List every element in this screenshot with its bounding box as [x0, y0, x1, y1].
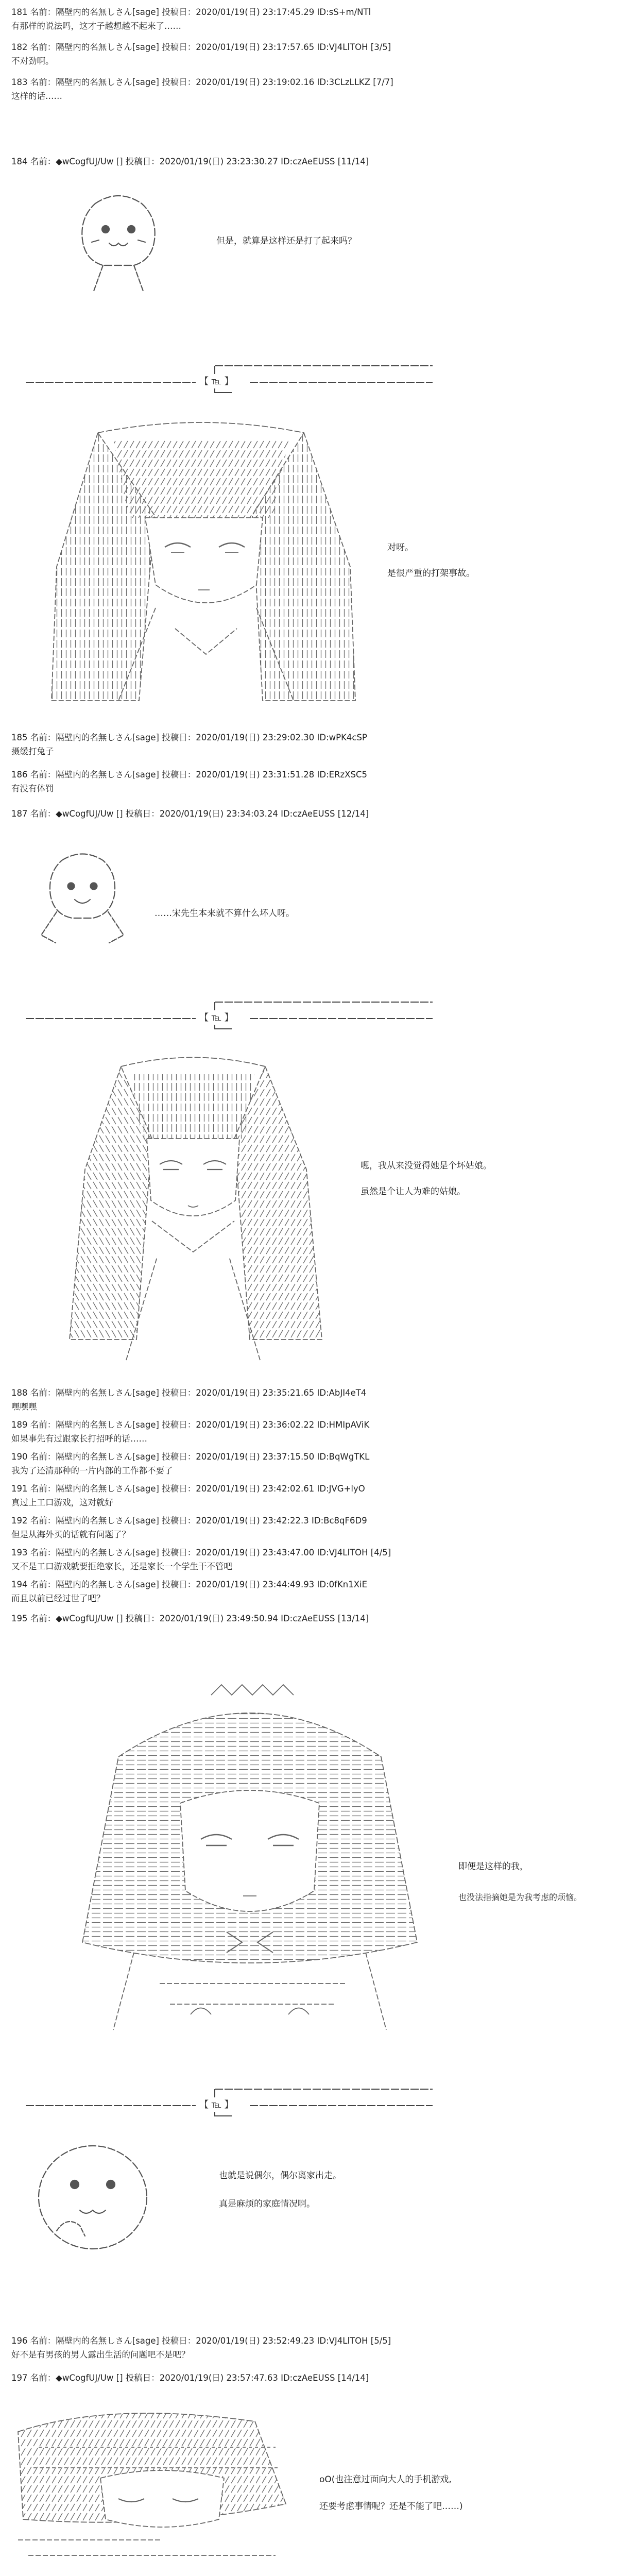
- post-header: 189 名前：隔壁内的名無しさん[sage] 投稿日：2020/01/19(日) 23:36:02.22 ID:HMIpAViK: [11, 1420, 370, 1430]
- dialogue-line: 还要考虑事情呢？还是不能了吧……): [319, 2501, 463, 2512]
- hair-top: [121, 1058, 265, 1067]
- post-header: 182 名前：隔壁内的名無しさん[sage] 投稿日：2020/01/19(日) 23:17:57.65 ID:VJ4LlTOH [3/5]: [11, 42, 391, 52]
- hand: [57, 2222, 85, 2236]
- arms: [18, 2540, 276, 2555]
- post-192: [11, 1514, 604, 1541]
- eye-right: [128, 226, 135, 233]
- post-header: 188 名前：隔壁内的名無しさん[sage] 投稿日：2020/01/19(日) 23:35:21.65 ID:AbJI4eT4: [11, 1388, 367, 1398]
- face-art-2-drawing: [26, 845, 139, 953]
- post-184: [11, 155, 604, 168]
- post-header: 187 名前：◆wCogfUJ/Uw [] 投稿日：2020/01/19(日) 23:34:03.24 ID:czAeEUSS [12/14]: [11, 809, 369, 819]
- separator-bottom-line: [215, 1025, 232, 1029]
- post-header: 191 名前：隔壁内的名無しさん[sage] 投稿日：2020/01/19(日) 23:42:02.61 ID:JVG+lyO: [11, 1484, 365, 1494]
- mouth: [75, 900, 90, 903]
- hair-top: [98, 422, 304, 433]
- post-header: 196 名前：隔壁内的名無しさん[sage] 投稿日：2020/01/19(日) 23:52:49.23 ID:VJ4LlTOH [5/5]: [11, 2336, 391, 2346]
- post-header: 184 名前：◆wCogfUJ/Uw [] 投稿日：2020/01/19(日) 23:23:30.27 ID:czAeEUSS [11/14]: [11, 157, 369, 166]
- post-193: [11, 1546, 604, 1573]
- post-body: 而且以前已经过世了吧？: [11, 1594, 105, 1603]
- separator-top-line: [215, 1002, 433, 1012]
- girl-art-1: [36, 412, 366, 721]
- hair-bangs: [113, 440, 288, 518]
- girl-art-1-drawing: [36, 412, 366, 721]
- mouth: [109, 243, 128, 246]
- post-190: [11, 1450, 604, 1478]
- post-body: 又不是工口游戏就要拒绝家长，还是家长一个学生干不管吧: [11, 1562, 232, 1571]
- post-header: 197 名前：◆wCogfUJ/Uw [] 投稿日：2020/01/19(日) 23:57:47.63 ID:czAeEUSS [14/14]: [11, 2373, 369, 2383]
- separator-label: 【 ℡ 】: [197, 375, 236, 388]
- dialogue-line: 对呀。: [387, 543, 414, 553]
- face-outline: [50, 854, 115, 919]
- post-body: 但是从海外买的话就有问题了？: [11, 1530, 130, 1539]
- girl-art-2-drawing: [49, 1051, 337, 1370]
- post-body: 摄缓打兔子: [11, 747, 54, 756]
- post-body: 这样的话……: [11, 91, 62, 101]
- girl-art-2: [49, 1051, 337, 1370]
- dialogue-line: 但是，就算是这样还是打了起来吗？: [216, 236, 356, 246]
- dialogue-line: 是很严重的打架事故。: [387, 568, 475, 579]
- post-body: 真过上工口游戏，这对就好: [11, 1498, 113, 1507]
- post-195: [11, 1612, 604, 1625]
- post-body: 我为了还清那种的一片内部的工作都不要了: [11, 1466, 173, 1476]
- post-header: 195 名前：◆wCogfUJ/Uw [] 投稿日：2020/01/19(日) 23:49:50.94 ID:czAeEUSS [13/14]: [11, 1614, 369, 1623]
- girl-art-4-drawing: [8, 2401, 296, 2571]
- post-191: [11, 1482, 604, 1510]
- separator-top-line: [215, 2089, 433, 2099]
- face-art-1: [62, 185, 175, 299]
- eye-left: [68, 883, 75, 890]
- dialogue-line: 也没法指摘她是为我考虑的烦恼。: [458, 1892, 582, 1902]
- post-header: 181 名前：隔壁内的名無しさん[sage] 投稿日：2020/01/19(日) 23:17:45.29 ID:sS+m/NTl: [11, 7, 371, 17]
- post-188: [11, 1386, 604, 1414]
- post-header: 193 名前：隔壁内的名無しさん[sage] 投稿日：2020/01/19(日) 23:43:47.00 ID:VJ4LlTOH [4/5]: [11, 1548, 391, 1557]
- post-187: [11, 807, 604, 821]
- post-185: [11, 731, 604, 758]
- post-header: 194 名前：隔壁内的名無しさん[sage] 投稿日：2020/01/19(日) 23:44:49.93 ID:0fKn1XiE: [11, 1580, 368, 1589]
- arm-left: [41, 912, 57, 943]
- cheek-lines: [92, 240, 145, 242]
- dialogue-line: 也就是说偶尔，偶尔离家出走。: [219, 2171, 341, 2181]
- post-header: 185 名前：隔壁内的名無しさん[sage] 投稿日：2020/01/19(日) 23:29:02.30 ID:wPK4cSP: [11, 733, 367, 742]
- dialogue-line: 真是麻烦的家庭情况啊。: [219, 2199, 315, 2209]
- body-lines: [94, 265, 143, 291]
- dialogue-line: ……宋先生本来就不算什么坏人呀。: [154, 908, 295, 919]
- eye-right: [107, 2180, 115, 2189]
- post-183: [11, 75, 604, 103]
- separator-top-line: [215, 366, 433, 376]
- hair-bangs: [131, 1074, 255, 1139]
- girl-art-4: [8, 2401, 296, 2571]
- eye-right: [91, 883, 97, 890]
- face-outline: [147, 1139, 239, 1216]
- post-186: [11, 768, 604, 795]
- arm-right: [108, 912, 124, 943]
- dialogue-line: oO(也注意过面向大人的手机游戏,: [319, 2475, 452, 2485]
- post-196: [11, 2334, 604, 2362]
- collar: [126, 1221, 260, 1360]
- eye-left: [71, 2180, 79, 2189]
- face-art-3-drawing: [26, 2133, 160, 2267]
- eye-left: [102, 226, 109, 233]
- post-197: [11, 2371, 604, 2385]
- tiara: [211, 1685, 294, 1695]
- post-body: 好不是有男孩的男人露出生活的问题吧不是吧？: [11, 2350, 190, 2360]
- scene-separator: [23, 2084, 435, 2120]
- post-body: 如果事先有过跟家长打招呼的话……: [11, 1434, 147, 1444]
- separator-label: 【 ℡ 】: [197, 2098, 236, 2112]
- post-header: 186 名前：隔壁内的名無しさん[sage] 投稿日：2020/01/19(日) 23:31:51.28 ID:ERzXSC5: [11, 770, 367, 779]
- post-header: 183 名前：隔壁内的名無しさん[sage] 投稿日：2020/01/19(日) 23:19:02.16 ID:3CLzLLKZ [7/7]: [11, 77, 393, 87]
- face-outline: [39, 2146, 147, 2249]
- scene-separator: [23, 361, 435, 397]
- girl-art-3: [57, 1674, 443, 2035]
- separator-bottom-line: [215, 2112, 232, 2116]
- face-art-1-drawing: [62, 185, 175, 299]
- post-body: 有那样的说法吗，这才子越想越不起来了……: [11, 21, 181, 31]
- post-body: 有没有体罚: [11, 784, 54, 793]
- separator-label: 【 ℡ 】: [197, 1011, 236, 1025]
- face-outline: [82, 196, 154, 265]
- mouth: [80, 2210, 106, 2213]
- post-182: [11, 40, 604, 68]
- post-header: 190 名前：隔壁内的名無しさん[sage] 投稿日：2020/01/19(日) 23:37:15.50 ID:BqWgTKL: [11, 1452, 370, 1462]
- post-194: [11, 1578, 604, 1605]
- scene-separator: [23, 997, 435, 1033]
- post-body: 不对劲啊。: [11, 56, 54, 66]
- dialogue-line: 虽然是个让人为难的姑娘。: [360, 1187, 466, 1197]
- face-outline: [180, 1790, 319, 1911]
- face-art-3: [26, 2133, 160, 2267]
- dialogue-line: 即便是这样的我，: [458, 1861, 528, 1872]
- separator-bottom-line: [215, 388, 232, 393]
- hands: [191, 2008, 309, 2015]
- dialogue-line: 嗯，我从来没觉得她是个坏姑娘。: [360, 1161, 492, 1171]
- body-lines: [113, 1953, 386, 2030]
- post-body: 嘿嘿嘿: [11, 1402, 37, 1412]
- face-art-2: [26, 845, 139, 953]
- post-181: [11, 5, 604, 33]
- girl-art-3-drawing: [57, 1674, 443, 2035]
- post-189: [11, 1418, 604, 1446]
- post-header: 192 名前：隔壁内的名無しさん[sage] 投稿日：2020/01/19(日) 23:42:22.3 ID:Bc8qF6D9: [11, 1516, 367, 1526]
